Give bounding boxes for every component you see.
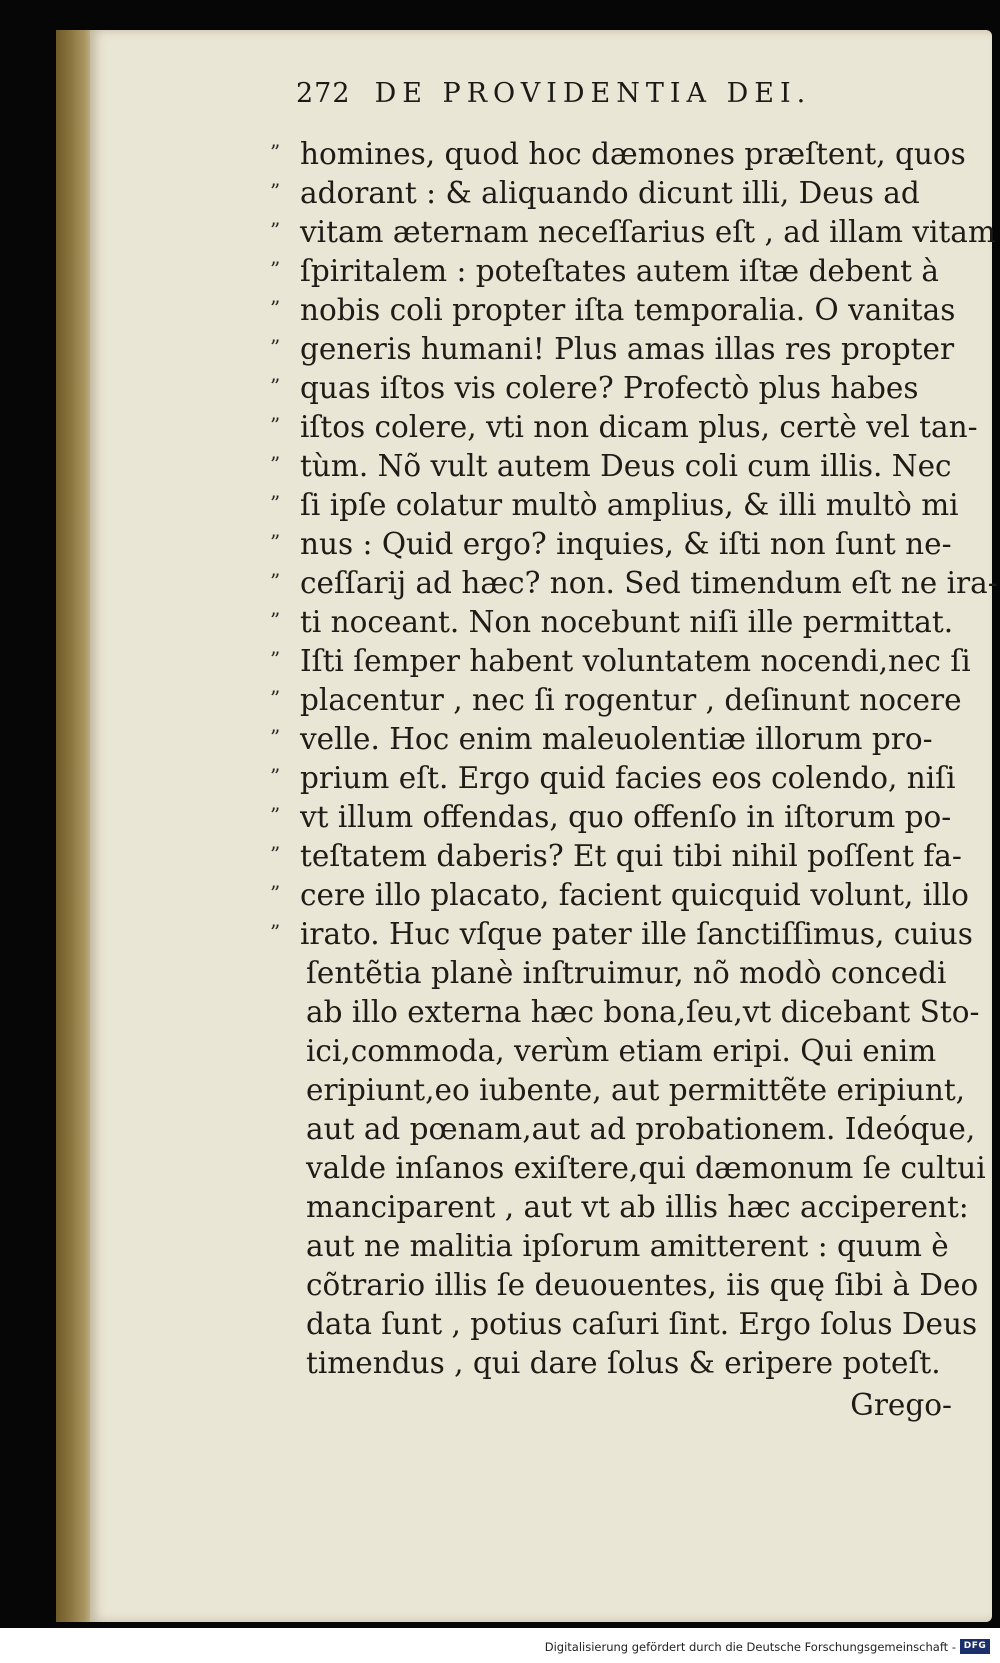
- line-text: nobis coli propter iſta temporalia. O vanitas: [300, 293, 956, 327]
- quotation-mark: ”: [270, 452, 281, 476]
- text-line: [270, 954, 960, 993]
- line-text: manciparent , aut vt ab illis hæc acciperent:: [306, 1190, 969, 1224]
- text-line: [270, 330, 960, 369]
- text-line: [270, 564, 998, 603]
- footer-credit-bar: [0, 1628, 1000, 1663]
- quotation-mark: ”: [270, 920, 281, 944]
- line-text: iſtos colere, vti non dicam plus, certè vel tan-: [300, 410, 978, 444]
- line-text: Iſti ſemper habent voluntatem nocendi,nec ſi: [300, 644, 971, 678]
- line-text: vt illum offendas, quo offenſo in iſtorum po-: [300, 800, 952, 834]
- line-text: adorant : & aliquando dicunt illi, Deus ad: [300, 176, 920, 210]
- text-line: [270, 213, 996, 252]
- text-line: [270, 1032, 960, 1071]
- text-line: [270, 1110, 976, 1149]
- text-line: [270, 408, 978, 447]
- line-text: data ſunt , potius caſuri ſint. Ergo ſolus Deus: [306, 1307, 978, 1341]
- text-line: [270, 135, 966, 174]
- text-line: [270, 720, 960, 759]
- line-text: nus : Quid ergo? inquies, & iſti non ſunt ne-: [300, 527, 952, 561]
- text-line: [270, 1071, 966, 1110]
- text-line: [270, 798, 960, 837]
- credit-text: Digitalisierung gefördert durch die Deutsche Forschungsgemeinschaft -: [544, 1640, 956, 1654]
- text-line: [270, 1188, 969, 1227]
- text-line: [270, 993, 980, 1032]
- line-text: tùm. Nõ vult autem Deus coli cum illis. Nec: [300, 449, 952, 483]
- line-text: placentur , nec ſi rogentur , deſinunt nocere: [300, 683, 962, 717]
- quotation-mark: ”: [270, 686, 281, 710]
- quotation-mark: ”: [270, 764, 281, 788]
- line-text: teſtatem daberis? Et qui tibi nihil poſſent fa-: [300, 839, 962, 873]
- quotation-mark: ”: [270, 803, 281, 827]
- quotation-mark: ”: [270, 413, 281, 437]
- quotation-mark: ”: [270, 179, 281, 203]
- quotation-mark: ”: [270, 296, 281, 320]
- line-text: vitam æternam neceſſarius eſt , ad illam vitam: [300, 215, 996, 249]
- dfg-logo-icon: DFG: [960, 1639, 990, 1654]
- line-text: cere illo placato, facient quicquid volunt, illo: [300, 878, 969, 912]
- line-text: aut ne malitia ipſorum amitterent : quum è: [306, 1229, 949, 1263]
- line-text: irato. Huc vſque pater ille ſanctiſſimus, cuius: [300, 917, 973, 951]
- page-gutter-edge: [56, 30, 94, 1622]
- page-number: 272: [296, 78, 351, 109]
- quotation-mark: ”: [270, 725, 281, 749]
- text-line: [270, 603, 960, 642]
- line-text: quas iſtos vis colere? Profectò plus habes: [300, 371, 919, 405]
- text-line: [270, 1344, 960, 1383]
- text-line: [270, 837, 960, 876]
- line-text: ſentẽtia planè inſtruimur, nõ modò concedi: [306, 956, 947, 990]
- line-text: velle. Hoc enim maleuolentiæ illorum pro-: [300, 722, 933, 756]
- quotation-mark: ”: [270, 218, 281, 242]
- text-line: [270, 174, 960, 213]
- page-header: [296, 78, 896, 118]
- line-text: cõtrario illis ſe deuouentes, iis quę ſibi à Deo: [306, 1268, 979, 1302]
- text-line: [270, 447, 960, 486]
- quotation-mark: ”: [270, 647, 281, 671]
- quotation-mark: ”: [270, 608, 281, 632]
- text-line: [270, 1227, 960, 1266]
- quotation-mark: ”: [270, 491, 281, 515]
- quotation-mark: ”: [270, 335, 281, 359]
- text-line: [270, 1305, 978, 1344]
- text-line: [270, 759, 960, 798]
- text-line: [270, 1266, 979, 1305]
- quotation-mark: ”: [270, 374, 281, 398]
- quotation-mark: ”: [270, 530, 281, 554]
- line-text: ici,commoda, verùm etiam eripi. Qui enim: [306, 1034, 937, 1068]
- line-text: generis humani! Plus amas illas res propter: [300, 332, 955, 366]
- line-text: eripiunt,eo iubente, aut permittẽte eripiunt,: [306, 1073, 966, 1107]
- text-line: [270, 486, 960, 525]
- text-line: [270, 876, 969, 915]
- line-text: valde inſanos exiſtere,qui dæmonum ſe cultui: [306, 1151, 986, 1185]
- text-line: [270, 291, 960, 330]
- line-text: ſpiritalem : poteſtates autem iſtæ debent à: [300, 254, 939, 288]
- line-text: homines, quod hoc dæmones præſtent, quos: [300, 137, 966, 171]
- text-line: [270, 1149, 986, 1188]
- text-line: [270, 681, 960, 720]
- line-text: prium eſt. Ergo quid facies eos colendo, niſi: [300, 761, 956, 795]
- quotation-mark: ”: [270, 257, 281, 281]
- quotation-mark: ”: [270, 140, 281, 164]
- text-line: [270, 915, 973, 954]
- line-text: timendus , qui dare ſolus & eripere poteſt.: [306, 1346, 941, 1380]
- quotation-mark: ”: [270, 881, 281, 905]
- text-line: [270, 252, 960, 291]
- quotation-mark: ”: [270, 842, 281, 866]
- catchword: Grego-: [850, 1388, 952, 1422]
- running-title: DE PROVIDENTIA DEI.: [374, 78, 812, 109]
- body-text: [270, 135, 998, 1383]
- text-line: [270, 369, 960, 408]
- line-text: ti noceant. Non nocebunt niſi ille permittat.: [300, 605, 954, 639]
- line-text: ab illo externa hæc bona,ſeu,vt dicebant Sto-: [306, 995, 980, 1029]
- text-line: [270, 642, 971, 681]
- text-line: [270, 525, 960, 564]
- quotation-mark: ”: [270, 569, 281, 593]
- line-text: aut ad pœnam,aut ad probationem. Ideóque,: [306, 1112, 976, 1146]
- line-text: ceſſarij ad hæc? non. Sed timendum eſt ne ira-: [300, 566, 998, 600]
- line-text: ſi ipſe colatur multò amplius, & illi multò mi: [300, 488, 959, 522]
